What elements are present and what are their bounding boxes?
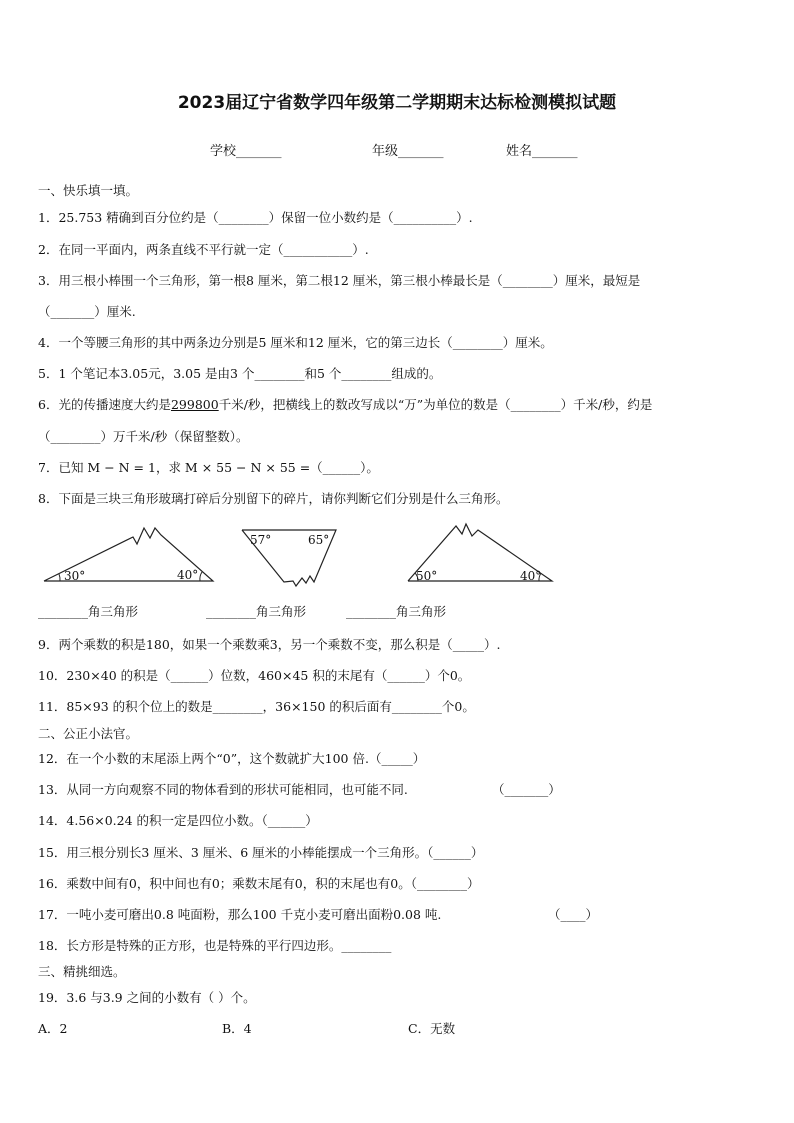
option-c: C．无数 (408, 1021, 456, 1036)
question-2: 2．在同一平面内，两条直线不平行就一定（___________）. (38, 242, 369, 257)
grade-field: 年级_______ (372, 144, 444, 159)
question-17: 17．一吨小麦可磨出0.8 吨面粉，那么100 千克小麦可磨出面粉0.08 吨. (38, 907, 442, 922)
question-19: 19．3.6 与3.9 之间的小数有（ ）个。 (38, 990, 256, 1005)
question-18: 18．长方形是特殊的正方形，也是特殊的平行四边形。________ (38, 938, 392, 953)
angle-label: 40° (177, 568, 199, 582)
question-6 (38, 395, 652, 413)
question-10: 10．230×40 的积是（______）位数，460×45 积的末尾有（______）个0。 (38, 668, 471, 683)
question-6-cont: （________）万千米/秒（保留整数）。 (38, 429, 249, 444)
question-4: 4．一个等腰三角形的其中两条边分别是5 厘米和12 厘米，它的第三边长（________）厘米。 (38, 335, 553, 350)
answer-caption-2: ________角三角形 (206, 604, 307, 619)
section-heading: 一、快乐填一填。 (38, 183, 139, 198)
question-14: 14．4.56×0.24 的积一定是四位小数。（______） (38, 813, 318, 828)
name-field: 姓名_______ (506, 144, 578, 159)
question-7: 7．已知 M − N = 1，求 M × 55 − N × 55 =（______）。 (38, 460, 379, 475)
page-title: 2023届辽宁省数学四年级第二学期期末达标检测模拟试题 (177, 93, 617, 113)
question-6-post: 千米/秒，把横线上的数改写成以“万”为单位的数是（________）千米/秒，约是 (218, 397, 653, 412)
triangle-fragment-3 (404, 520, 556, 588)
question-17-blank: （____） (548, 907, 599, 922)
angle-label: 65° (308, 533, 330, 547)
angle-label: 57° (250, 533, 272, 547)
section-heading: 二、公正小法官。 (38, 726, 139, 741)
triangle-fragment-1 (40, 520, 218, 588)
option-a: A．2 (38, 1021, 68, 1036)
section-heading: 三、精挑细选。 (38, 964, 126, 979)
question-3-cont: （_______）厘米. (38, 304, 136, 319)
answer-caption-1: ________角三角形 (38, 604, 139, 619)
answer-caption-3: ________角三角形 (346, 604, 447, 619)
question-9: 9．两个乘数的积是180，如果一个乘数乘3，另一个乘数不变，那么积是（_____）. (38, 637, 501, 652)
question-6-pre: 6．光的传播速度大约是 (38, 397, 171, 412)
angle-label: 50° (416, 569, 438, 583)
underlined-number: 299800 (170, 397, 219, 412)
question-1: 1．25.753 精确到百分位约是（________）保留一位小数约是（__________）. (38, 210, 473, 225)
question-16: 16．乘数中间有0，积中间也有0；乘数末尾有0，积的末尾也有0。（________） (38, 876, 480, 891)
question-15: 15．用三根分别长3 厘米、3 厘米、6 厘米的小棒能摆成一个三角形。（______） (38, 845, 484, 860)
question-8: 8．下面是三块三角形玻璃打碎后分别留下的碎片，请你判断它们分别是什么三角形。 (38, 491, 509, 506)
question-5: 5．1 个笔记本3.05元，3.05 是由3 个________和5 个________组成的。 (38, 366, 442, 381)
question-11: 11．85×93 的积个位上的数是________，36×150 的积后面有________个0。 (38, 699, 475, 714)
question-12: 12．在一个小数的末尾添上两个“0”，这个数就扩大100 倍.（_____） (38, 751, 426, 766)
question-13-blank: （_______） (492, 782, 561, 797)
school-field: 学校_______ (210, 144, 282, 159)
option-b: B．4 (222, 1021, 252, 1036)
angle-label: 30° (64, 569, 86, 583)
question-3: 3．用三根小棒围一个三角形，第一根8 厘米，第二根12 厘米，第三根小棒最长是（________）厘米，最短是 (38, 273, 641, 288)
angle-label: 40° (520, 569, 542, 583)
question-13: 13．从同一方向观察不同的物体看到的形状可能相同，也可能不同. (38, 782, 408, 797)
triangle-fragment-2 (238, 520, 340, 592)
